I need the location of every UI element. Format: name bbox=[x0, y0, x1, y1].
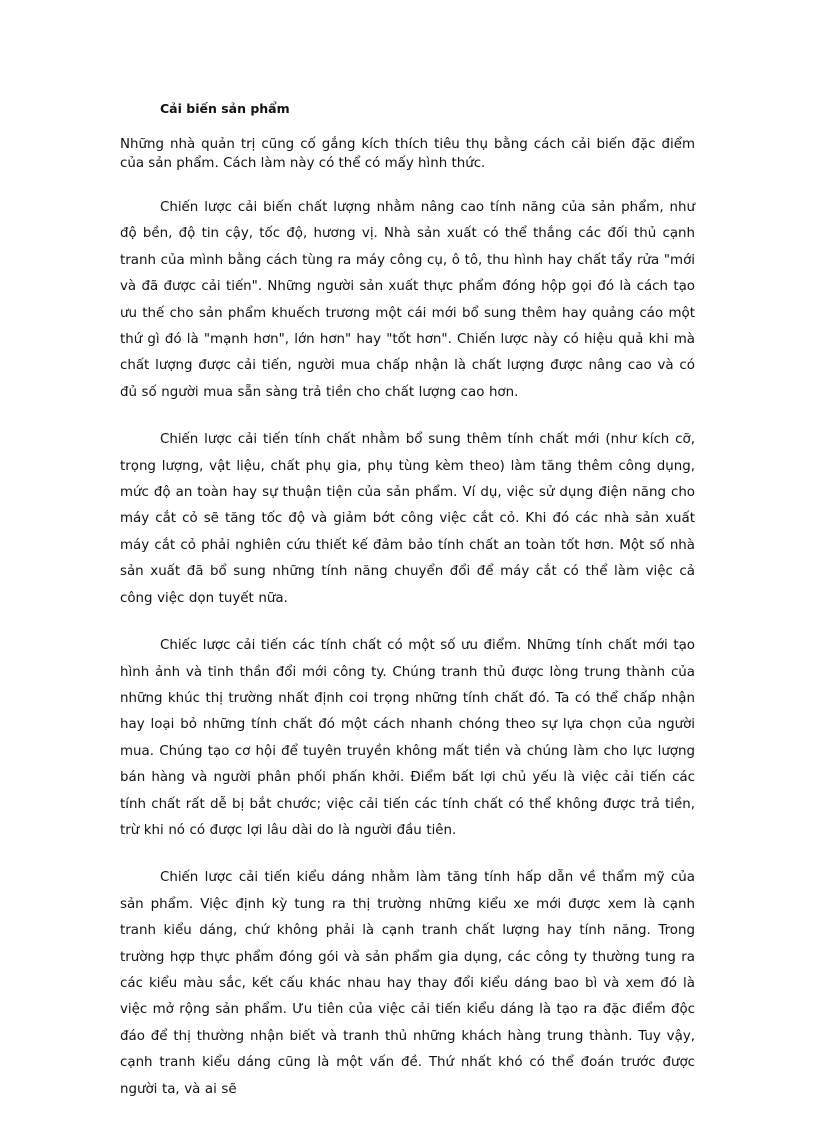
body-paragraph-style: Chiến lược cải tiến kiểu dáng nhằm làm tăng tính hấp dẫn về thẩm mỹ của sản phẩm. Việc định kỳ tung ra thị trường những kiểu xe mới được xem là cạnh tranh kiểu dáng, chứ không phải là cạnh tranh chất lượng hay tính năng. Trong trường hợp thực phẩm đóng gói và sản phẩm gia dụng, các công ty thường tung ra các kiểu màu sắc, kết cấu khác nhau hay thay đổi kiểu dáng bao bì và xem đó là việc mở rộng sản phẩm. Ưu tiên của việc cải tiến kiểu dáng là tạo ra đặc điểm độc đáo để thị thường nhận biết và tranh thủ những khách hàng trung thành. Tuy vậy, cạnh tranh kiểu dáng cũng là một vấn đề. Thứ nhất khó có thể đoán trước được người ta, và ai sẽ bbox=[120, 870, 695, 1097]
body-paragraph-feature-advantages: Chiếc lược cải tiến các tính chất có một số ưu điểm. Những tính chất mới tạo hình ảnh và tinh thần đổi mới công ty. Chúng tranh thủ được lòng trung thành của những khúc thị trường nhất định coi trọng những tính chất đó. Ta có thể chấp nhận hay loại bỏ những tính chất đó một cách nhanh chóng theo sự lựa chọn của người mua. Chúng tạo cơ hội để tuyên truyền không mất tiền và chúng làm cho lực lượng bán hàng và người phân phối phấn khởi. Điểm bất lợi chủ yếu là việc cải tiến các tính chất rất dễ bị bắt chước; việc cải tiến các tính chất có thể không được trả tiền, trừ khi nó có được lợi lâu dài do là người đầu tiên. bbox=[120, 638, 695, 838]
body-paragraph-quality: Chiến lược cải biến chất lượng nhằm nâng cao tính năng của sản phẩm, như độ bền, độ tin cậy, tốc độ, hương vị. Nhà sản xuất có thể thắng các đối thủ cạnh tranh của mình bằng cách tùng ra máy công cụ, ô tô, thu hình hay chất tẩy rửa "mới và đã được cải tiến". Những người sản xuất thực phẩm đóng hộp gọi đó là cách tạo ưu thế cho sản phẩm khuếch trương một cái mới bổ sung thêm hay quảng cáo một thứ gì đó là "mạnh hơn", lớn hơn" hay "tốt hơn". Chiến lược này có hiệu quả khi mà chất lượng được cải tiến, người mua chấp nhận là chất lượng được nâng cao và có đủ số người mua sẵn sàng trả tiền cho chất lượng cao hơn. bbox=[120, 200, 695, 400]
section-heading: Cải biến sản phẩm bbox=[160, 101, 290, 116]
intro-paragraph: Những nhà quản trị cũng cố gắng kích thích tiêu thụ bằng cách cải biến đặc điểm của sản phẩm. Cách làm này có thể có mấy hình thức. bbox=[120, 137, 695, 171]
body-paragraph-features: Chiến lược cải tiến tính chất nhằm bổ sung thêm tính chất mới (như kích cỡ, trọng lượng, vật liệu, chất phụ gia, phụ tùng kèm theo) làm tăng thêm công dụng, mức độ an toàn hay sự thuận tiện của sản phẩm. Ví dụ, việc sử dụng điện năng cho máy cắt cỏ sẽ tăng tốc độ và giảm bớt công việc cắt cỏ. Khi đó các nhà sản xuất máy cắt cỏ phải nghiên cứu thiết kế đảm bảo tính chất an toàn tốt hơn. Một số nhà sản xuất đã bổ sung những tính năng chuyển đổi để máy cắt có thể làm việc cả công việc dọn tuyết nữa. bbox=[120, 432, 695, 606]
body-content bbox=[120, 195, 695, 1124]
